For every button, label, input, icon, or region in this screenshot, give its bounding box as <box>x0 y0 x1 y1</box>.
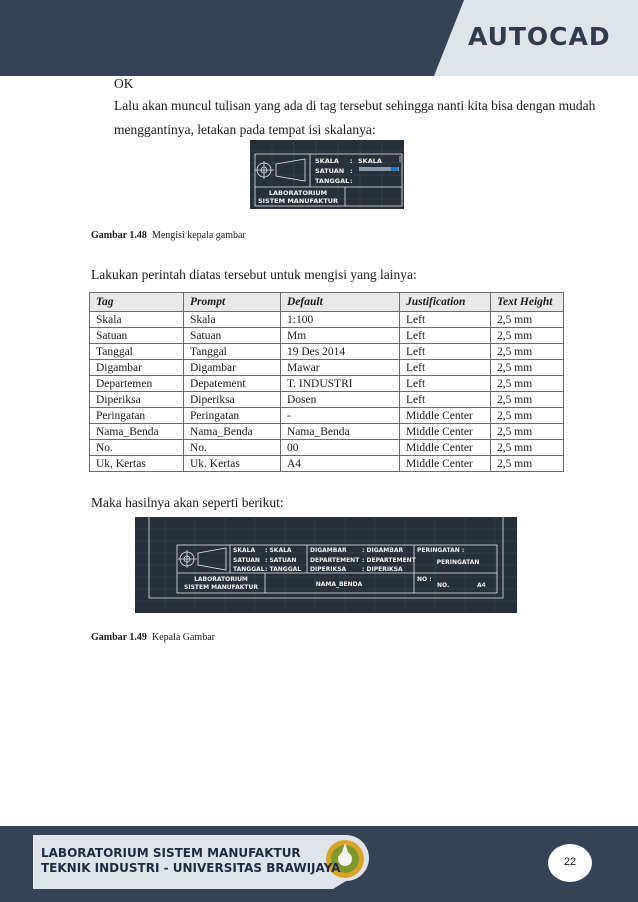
fig1-satuan-colon: : <box>350 167 353 175</box>
cell-justification: Left <box>400 392 491 408</box>
header-prompt: Prompt <box>184 293 281 312</box>
cell-text-height: 2,5 mm <box>491 424 564 440</box>
fig2-skala-label: SKALA <box>233 547 256 554</box>
footer-line-2: TEKNIK INDUSTRI - UNIVERSITAS BRAWIJAYA <box>41 861 341 875</box>
caption-label: Gambar 1.48 <box>91 230 147 241</box>
fig2-nama-benda: NAMA_BENDA <box>315 581 363 588</box>
caption-text: Mengisi kepala gambar <box>151 230 246 241</box>
header-title: AUTOCAD <box>468 22 611 51</box>
cell-prompt: Depatement <box>184 376 281 392</box>
cell-justification: Middle Center <box>400 408 491 424</box>
cell-prompt: Tanggal <box>184 344 281 360</box>
cell-prompt: Nama_Benda <box>184 424 281 440</box>
cell-tag: Digambar <box>90 360 184 376</box>
cell-default: Dosen <box>281 392 400 408</box>
cell-default: - <box>281 408 400 424</box>
page-footer <box>0 826 638 902</box>
fig1-skala-value: SKALA <box>358 157 382 165</box>
cell-default: 1:100 <box>281 312 400 328</box>
cell-prompt: Uk. Kertas <box>184 456 281 472</box>
cell-prompt: Satuan <box>184 328 281 344</box>
fig2-peringatan-value: PERINGATAN <box>436 559 480 566</box>
fig2-no-label: NO : <box>417 576 432 583</box>
fig2-tanggal-value: : TANGGAL <box>265 566 302 573</box>
cell-justification: Left <box>400 360 491 376</box>
paragraph-line-1: Lalu akan muncul tulisan yang ada di tag tersebut sehingga nanti kita bisa dengan mudah <box>114 98 596 113</box>
table-row <box>90 312 564 328</box>
cell-tag: Uk, Kertas <box>90 456 184 472</box>
cell-text-height: 2,5 mm <box>491 360 564 376</box>
fig1-skala-label: SKALA <box>315 157 339 165</box>
title-block-partial <box>250 140 404 209</box>
caption-label: Gambar 1.49 <box>91 632 147 643</box>
cell-text-height: 2,5 mm <box>491 456 564 472</box>
cell-text-height: 2,5 mm <box>491 344 564 360</box>
cell-default: 19 Des 2014 <box>281 344 400 360</box>
page-number: 22 <box>563 856 577 868</box>
fig2-departement-label: DEPARTEMENT <box>310 557 360 564</box>
page-number-badge <box>548 844 592 882</box>
cell-default: Mm <box>281 328 400 344</box>
fig2-lab-line-2: SISTEM MANUFAKTUR <box>184 584 258 591</box>
cell-text-height: 2,5 mm <box>491 376 564 392</box>
table-row <box>90 328 564 344</box>
fig2-skala-value: : SKALA <box>265 547 292 554</box>
cell-default: 00 <box>281 440 400 456</box>
cell-tag: No. <box>90 440 184 456</box>
cell-justification: Middle Center <box>400 424 491 440</box>
fig1-skala-colon: : <box>350 157 353 165</box>
fig2-no-value: NO. <box>437 582 450 589</box>
caption-text: Kepala Gambar <box>151 632 215 643</box>
fig2-diperiksa-value: : DIPERIKSA <box>362 566 403 573</box>
footer-line-1: LABORATORIUM SISTEM MANUFAKTUR <box>41 846 301 860</box>
cell-tag: Skala <box>90 312 184 328</box>
fig2-digambar-value: : DIGAMBAR <box>362 547 404 554</box>
fig2-departement-value: : DEPARTEMENT <box>362 557 416 564</box>
page-header <box>0 0 638 76</box>
fig2-lab-line-1: LABORATORIUM <box>194 576 248 583</box>
fig1-tanggal-label: TANGGAL <box>315 177 350 185</box>
cell-prompt: Peringatan <box>184 408 281 424</box>
table-row <box>90 376 564 392</box>
cell-justification: Left <box>400 344 491 360</box>
title-block-complete <box>135 517 517 613</box>
cell-text-height: 2,5 mm <box>491 312 564 328</box>
cell-prompt: Diperiksa <box>184 392 281 408</box>
cell-default: T. INDUSTRI <box>281 376 400 392</box>
cell-tag: Satuan <box>90 328 184 344</box>
fig1-lab-line-2: SISTEM MANUFAKTUR <box>257 197 339 205</box>
fig1-satuan-label: SATUAN <box>315 167 345 175</box>
header-text-height: Text Height <box>491 293 564 312</box>
fig2-digambar-label: DIGAMBAR <box>310 547 347 554</box>
fig2-tanggal-label: TANGGAL <box>233 566 265 573</box>
cell-justification: Middle Center <box>400 456 491 472</box>
cell-text-height: 2,5 mm <box>491 328 564 344</box>
cell-tag: Departemen <box>90 376 184 392</box>
table-row <box>90 360 564 376</box>
cell-tag: Nama_Benda <box>90 424 184 440</box>
fig2-kertas-value: A4 <box>477 582 486 589</box>
table-row <box>90 392 564 408</box>
fig1-lab-line-1: LABORATORIUM <box>268 189 328 197</box>
header-default: Default <box>281 293 400 312</box>
fig2-satuan-label: SATUAN <box>233 557 260 564</box>
cell-prompt: No. <box>184 440 281 456</box>
cell-tag: Peringatan <box>90 408 184 424</box>
cell-default: Nama_Benda <box>281 424 400 440</box>
table-row <box>90 424 564 440</box>
table-row <box>90 344 564 360</box>
intro-text: Lakukan perintah diatas tersebut untuk mengisi yang lainya: <box>91 267 417 282</box>
cell-justification: Middle Center <box>400 440 491 456</box>
cell-default: Mawar <box>281 360 400 376</box>
table-row <box>90 408 564 424</box>
table-row <box>90 440 564 456</box>
cell-prompt: Digambar <box>184 360 281 376</box>
header-justification: Justification <box>400 293 491 312</box>
header-tag: Tag <box>90 293 184 312</box>
cell-prompt: Skala <box>184 312 281 328</box>
cell-text-height: 2,5 mm <box>491 392 564 408</box>
cell-justification: Left <box>400 312 491 328</box>
paragraph-line-2: menggantinya, letakan pada tempat isi skalanya: <box>114 122 376 137</box>
cell-text-height: 2,5 mm <box>491 440 564 456</box>
cell-tag: Diperiksa <box>90 392 184 408</box>
fig2-peringatan-label: PERINGATAN : <box>417 547 465 554</box>
fig2-diperiksa-label: DIPERIKSA <box>310 566 347 573</box>
figure-1-49-caption <box>91 632 215 643</box>
ok-text: OK <box>114 76 134 91</box>
cell-text-height: 2,5 mm <box>491 408 564 424</box>
table-row <box>90 456 564 472</box>
cell-justification: Left <box>400 328 491 344</box>
figure-1-48-autocad <box>250 140 404 209</box>
cell-default: A4 <box>281 456 400 472</box>
figure-1-48-caption <box>91 230 246 241</box>
fig2-satuan-value: : SATUAN <box>265 557 297 564</box>
cell-justification: Left <box>400 376 491 392</box>
table-header-row <box>90 293 564 312</box>
fig1-tanggal-colon: : <box>350 177 353 185</box>
result-text: Maka hasilnya akan seperti berikut: <box>91 495 284 510</box>
cell-tag: Tanggal <box>90 344 184 360</box>
figure-1-49-autocad <box>135 517 517 613</box>
attribute-table <box>89 292 564 472</box>
